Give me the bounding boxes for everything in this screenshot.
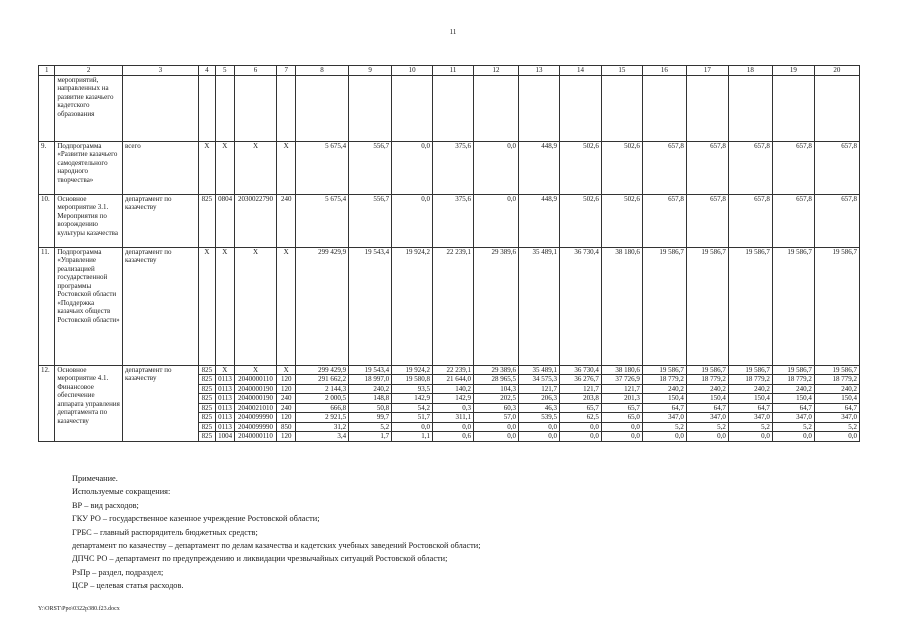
amount-cell: 31,2: [295, 422, 348, 432]
amount-cell: 50,8: [349, 403, 392, 413]
amount-cell: 46,3: [519, 403, 560, 413]
amount-cell: 0,3: [433, 403, 474, 413]
column-number: 3: [122, 66, 198, 76]
amount-cell: 5,2: [686, 422, 728, 432]
program-name-cell: Подпрограмма «Развитие казачьего самодеятельного народного творчества»: [55, 141, 123, 194]
amount-cell: 448,9: [519, 141, 560, 194]
amount-cell: 36 730,4: [559, 365, 601, 375]
amount-cell: 0,0: [814, 432, 859, 442]
amount-cell: 1,1: [392, 432, 433, 442]
amount-cell: 240,2: [642, 384, 686, 394]
amount-cell: 54,2: [392, 403, 433, 413]
amount-cell: 5,2: [728, 422, 772, 432]
amount-cell: 347,0: [686, 413, 728, 423]
amount-cell: 150,4: [642, 394, 686, 404]
amount-cell: 657,8: [728, 141, 772, 194]
amount-cell: 19 586,7: [686, 247, 728, 365]
grbs-cell: 825: [198, 403, 215, 413]
vr-cell: 120: [277, 413, 295, 423]
amount-cell: 375,6: [433, 141, 474, 194]
column-number: 8: [295, 66, 348, 76]
empty-cell: [642, 75, 686, 141]
amount-cell: 150,4: [814, 394, 859, 404]
amount-cell: 19 586,7: [814, 247, 859, 365]
csr-cell: 2040000110: [234, 375, 277, 385]
vr-cell: 120: [277, 432, 295, 442]
column-number: 10: [392, 66, 433, 76]
amount-cell: 0,0: [728, 432, 772, 442]
row-number-cell: [39, 75, 55, 141]
vr-cell: 240: [277, 403, 295, 413]
amount-cell: 299 429,9: [295, 247, 348, 365]
csr-cell: Х: [234, 247, 277, 365]
amount-cell: 64,7: [642, 403, 686, 413]
program-name-cell: Основное мероприятие 3.1. Мероприятия по возрождению культуры казачества: [55, 194, 123, 247]
amount-cell: 3,4: [295, 432, 348, 442]
table-row: [39, 247, 860, 365]
csr-cell: 2040000190: [234, 394, 277, 404]
column-number: 14: [559, 66, 601, 76]
amount-cell: 64,7: [686, 403, 728, 413]
empty-cell: [473, 75, 518, 141]
amount-cell: 22 239,1: [433, 365, 474, 375]
row-number-cell: 11.: [39, 247, 55, 365]
note-line: ГРБС – главный распорядитель бюджетных средств;: [72, 527, 258, 537]
amount-cell: 121,7: [519, 384, 560, 394]
amount-cell: 240,2: [686, 384, 728, 394]
csr-cell: 2030022790: [234, 194, 277, 247]
column-number: 4: [198, 66, 215, 76]
column-number: 16: [642, 66, 686, 76]
amount-cell: 22 239,1: [433, 247, 474, 365]
amount-cell: 502,6: [559, 194, 601, 247]
amount-cell: 21 644,0: [433, 375, 474, 385]
amount-cell: 34 575,3: [519, 375, 560, 385]
amount-cell: 0,0: [519, 432, 560, 442]
empty-cell: [198, 75, 215, 141]
amount-cell: 0,0: [772, 432, 814, 442]
amount-cell: 5,2: [772, 422, 814, 432]
amount-cell: 5 675,4: [295, 194, 348, 247]
column-number: 11: [433, 66, 474, 76]
amount-cell: 240,2: [772, 384, 814, 394]
amount-cell: 19 586,7: [728, 247, 772, 365]
amount-cell: 142,9: [433, 394, 474, 404]
amount-cell: 0,0: [601, 432, 642, 442]
empty-cell: [295, 75, 348, 141]
amount-cell: 657,8: [642, 194, 686, 247]
amount-cell: 19 586,7: [642, 365, 686, 375]
amount-cell: 5 675,4: [295, 141, 348, 194]
amount-cell: 142,9: [392, 394, 433, 404]
amount-cell: 99,7: [349, 413, 392, 423]
amount-cell: 206,3: [519, 394, 560, 404]
csr-cell: Х: [234, 365, 277, 375]
rzpr-cell: 0113: [216, 422, 234, 432]
amount-cell: 93,5: [392, 384, 433, 394]
amount-cell: 5,2: [814, 422, 859, 432]
row-number-cell: 12.: [39, 365, 55, 441]
amount-cell: 29 389,6: [473, 247, 518, 365]
csr-cell: 2040099990: [234, 413, 277, 423]
empty-cell: [559, 75, 601, 141]
amount-cell: 19 543,4: [349, 365, 392, 375]
notes-block: [72, 472, 481, 593]
amount-cell: 19 586,7: [686, 365, 728, 375]
grbs-cell: 825: [198, 365, 215, 375]
rzpr-cell: 0113: [216, 413, 234, 423]
empty-cell: [349, 75, 392, 141]
empty-cell: [519, 75, 560, 141]
amount-cell: 0,0: [601, 422, 642, 432]
table-row: [39, 141, 860, 194]
amount-cell: 0,0: [642, 432, 686, 442]
column-number: 12: [473, 66, 518, 76]
column-number: 7: [277, 66, 295, 76]
csr-cell: 2040000110: [234, 432, 277, 442]
executor-cell: всего: [122, 141, 198, 194]
column-number: 13: [519, 66, 560, 76]
vr-cell: 120: [277, 375, 295, 385]
amount-cell: 62,5: [559, 413, 601, 423]
footer-file-path: Y:\ORST\Ppo\0322p380.f23.docx: [38, 606, 120, 612]
amount-cell: 18 779,2: [814, 375, 859, 385]
amount-cell: 19 586,7: [772, 247, 814, 365]
vr-cell: 240: [277, 394, 295, 404]
amount-cell: 657,8: [686, 141, 728, 194]
amount-cell: 347,0: [642, 413, 686, 423]
amount-cell: 448,9: [519, 194, 560, 247]
budget-table: [38, 65, 860, 442]
amount-cell: 64,7: [728, 403, 772, 413]
grbs-cell: Х: [198, 247, 215, 365]
amount-cell: 36 276,7: [559, 375, 601, 385]
note-line: Используемые сокращения:: [72, 487, 171, 497]
table-row: [39, 194, 860, 247]
grbs-cell: 825: [198, 422, 215, 432]
column-number: 9: [349, 66, 392, 76]
grbs-cell: 825: [198, 384, 215, 394]
amount-cell: 2 000,5: [295, 394, 348, 404]
note-line: ВР – вид расходов;: [72, 500, 139, 510]
amount-cell: 657,8: [642, 141, 686, 194]
column-number: 5: [216, 66, 234, 76]
empty-cell: [728, 75, 772, 141]
amount-cell: 140,2: [433, 384, 474, 394]
column-number: 17: [686, 66, 728, 76]
amount-cell: 0,0: [392, 422, 433, 432]
amount-cell: 0,0: [473, 194, 518, 247]
executor-cell: департамент по казачеству: [122, 247, 198, 365]
note-line: ДПЧС РО – департамент по предупреждению и ликвидации чрезвычайных ситуаций Ростовской области;: [72, 554, 448, 564]
grbs-cell: 825: [198, 394, 215, 404]
amount-cell: 150,4: [728, 394, 772, 404]
rzpr-cell: 0113: [216, 403, 234, 413]
amount-cell: 202,5: [473, 394, 518, 404]
amount-cell: 0,0: [392, 141, 433, 194]
amount-cell: 657,8: [772, 141, 814, 194]
amount-cell: 51,7: [392, 413, 433, 423]
amount-cell: 5,2: [642, 422, 686, 432]
empty-cell: [392, 75, 433, 141]
grbs-cell: 825: [198, 432, 215, 442]
amount-cell: 1,7: [349, 432, 392, 442]
amount-cell: 64,7: [814, 403, 859, 413]
amount-cell: 203,8: [559, 394, 601, 404]
amount-cell: 19 586,7: [772, 365, 814, 375]
amount-cell: 19 586,7: [642, 247, 686, 365]
amount-cell: 18 779,2: [686, 375, 728, 385]
vr-cell: Х: [277, 365, 295, 375]
csr-cell: Х: [234, 141, 277, 194]
program-name-cell: Подпрограмма «Управление реализацией государственной программы Ростовской области «Поддержка казачьих обществ Ростовской области»: [55, 247, 123, 365]
amount-cell: 201,3: [601, 394, 642, 404]
amount-cell: 0,0: [473, 141, 518, 194]
amount-cell: 60,3: [473, 403, 518, 413]
empty-cell: [216, 75, 234, 141]
amount-cell: 657,8: [772, 194, 814, 247]
note-line: ГКУ РО – государственное казенное учреждение Ростовской области;: [72, 514, 320, 524]
grbs-cell: 825: [198, 375, 215, 385]
note-line: РзПр – раздел, подраздел;: [72, 567, 164, 577]
executor-cell: департамент по казачеству: [122, 365, 198, 441]
amount-cell: 0,0: [392, 194, 433, 247]
empty-cell: [234, 75, 277, 141]
amount-cell: 240,2: [349, 384, 392, 394]
amount-cell: 502,6: [601, 141, 642, 194]
csr-cell: 2040099990: [234, 422, 277, 432]
amount-cell: 19 924,2: [392, 247, 433, 365]
amount-cell: 65,7: [559, 403, 601, 413]
amount-cell: 29 389,6: [473, 365, 518, 375]
column-number: 20: [814, 66, 859, 76]
table-row: [39, 365, 860, 375]
amount-cell: 240,2: [728, 384, 772, 394]
program-name-cell: мероприятий, направленных на развитие казачьего кадетского образования: [55, 75, 123, 141]
amount-cell: 19 543,4: [349, 247, 392, 365]
amount-cell: 104,3: [473, 384, 518, 394]
grbs-cell: 825: [198, 194, 215, 247]
amount-cell: 657,8: [686, 194, 728, 247]
rzpr-cell: 1004: [216, 432, 234, 442]
column-number: 1: [39, 66, 55, 76]
amount-cell: 240,2: [814, 384, 859, 394]
amount-cell: 38 180,6: [601, 365, 642, 375]
amount-cell: 35 489,1: [519, 247, 560, 365]
amount-cell: 2 921,5: [295, 413, 348, 423]
note-line: ЦСР – целевая статья расходов.: [72, 581, 184, 591]
amount-cell: 375,6: [433, 194, 474, 247]
empty-cell: [277, 75, 295, 141]
amount-cell: 0,0: [686, 432, 728, 442]
vr-cell: Х: [277, 141, 295, 194]
amount-cell: 37 726,9: [601, 375, 642, 385]
amount-cell: 0,0: [559, 422, 601, 432]
amount-cell: 556,7: [349, 194, 392, 247]
amount-cell: 0,0: [433, 422, 474, 432]
amount-cell: 35 489,1: [519, 365, 560, 375]
amount-cell: 666,8: [295, 403, 348, 413]
amount-cell: 0,6: [433, 432, 474, 442]
amount-cell: 556,7: [349, 141, 392, 194]
amount-cell: 64,7: [772, 403, 814, 413]
amount-cell: 19 580,8: [392, 375, 433, 385]
note-line: департамент по казачеству – департамент по делам казачества и кадетских учебных заведений Ростовской области;: [72, 541, 481, 551]
amount-cell: 347,0: [814, 413, 859, 423]
amount-cell: 65,0: [601, 413, 642, 423]
table-header-row: [39, 66, 860, 76]
rzpr-cell: Х: [216, 365, 234, 375]
csr-cell: 2040000190: [234, 384, 277, 394]
rzpr-cell: Х: [216, 247, 234, 365]
rzpr-cell: 0113: [216, 394, 234, 404]
amount-cell: 150,4: [772, 394, 814, 404]
grbs-cell: 825: [198, 413, 215, 423]
amount-cell: 539,5: [519, 413, 560, 423]
amount-cell: 2 144,3: [295, 384, 348, 394]
row-number-cell: 9.: [39, 141, 55, 194]
amount-cell: 19 586,7: [814, 365, 859, 375]
vr-cell: 120: [277, 384, 295, 394]
empty-cell: [814, 75, 859, 141]
column-number: 18: [728, 66, 772, 76]
rzpr-cell: 0113: [216, 375, 234, 385]
amount-cell: 5,2: [349, 422, 392, 432]
amount-cell: 657,8: [814, 194, 859, 247]
executor-cell: департамент по казачеству: [122, 194, 198, 247]
amount-cell: 57,0: [473, 413, 518, 423]
rzpr-cell: Х: [216, 141, 234, 194]
empty-cell: [686, 75, 728, 141]
rzpr-cell: 0804: [216, 194, 234, 247]
amount-cell: 657,8: [814, 141, 859, 194]
program-name-cell: Основное мероприятие 4.1. Финансовое обеспечение аппарата управления департамента по казачеству: [55, 365, 123, 441]
amount-cell: 121,7: [559, 384, 601, 394]
row-number-cell: 10.: [39, 194, 55, 247]
column-number: 15: [601, 66, 642, 76]
amount-cell: 19 924,2: [392, 365, 433, 375]
vr-cell: 850: [277, 422, 295, 432]
amount-cell: 347,0: [728, 413, 772, 423]
amount-cell: 311,1: [433, 413, 474, 423]
note-heading: Примечание.: [72, 474, 118, 483]
csr-cell: 2040021010: [234, 403, 277, 413]
amount-cell: 299 429,9: [295, 365, 348, 375]
amount-cell: 347,0: [772, 413, 814, 423]
amount-cell: 291 662,2: [295, 375, 348, 385]
table-row: [39, 75, 860, 141]
column-number: 19: [772, 66, 814, 76]
amount-cell: 38 180,6: [601, 247, 642, 365]
amount-cell: 28 965,5: [473, 375, 518, 385]
amount-cell: 19 586,7: [728, 365, 772, 375]
amount-cell: 36 730,4: [559, 247, 601, 365]
amount-cell: 0,0: [519, 422, 560, 432]
empty-cell: [772, 75, 814, 141]
vr-cell: 240: [277, 194, 295, 247]
empty-cell: [433, 75, 474, 141]
vr-cell: Х: [277, 247, 295, 365]
amount-cell: 18 997,0: [349, 375, 392, 385]
amount-cell: 657,8: [728, 194, 772, 247]
amount-cell: 148,8: [349, 394, 392, 404]
empty-cell: [601, 75, 642, 141]
column-number: 6: [234, 66, 277, 76]
amount-cell: 65,7: [601, 403, 642, 413]
amount-cell: 502,6: [601, 194, 642, 247]
empty-cell: [122, 75, 198, 141]
amount-cell: 18 779,2: [728, 375, 772, 385]
grbs-cell: Х: [198, 141, 215, 194]
amount-cell: 0,0: [559, 432, 601, 442]
amount-cell: 502,6: [559, 141, 601, 194]
rzpr-cell: 0113: [216, 384, 234, 394]
amount-cell: 0,0: [473, 422, 518, 432]
amount-cell: 18 779,2: [772, 375, 814, 385]
amount-cell: 18 779,2: [642, 375, 686, 385]
column-number: 2: [55, 66, 123, 76]
amount-cell: 150,4: [686, 394, 728, 404]
page-number: 11: [449, 28, 457, 36]
amount-cell: 121,7: [601, 384, 642, 394]
amount-cell: 0,0: [473, 432, 518, 442]
